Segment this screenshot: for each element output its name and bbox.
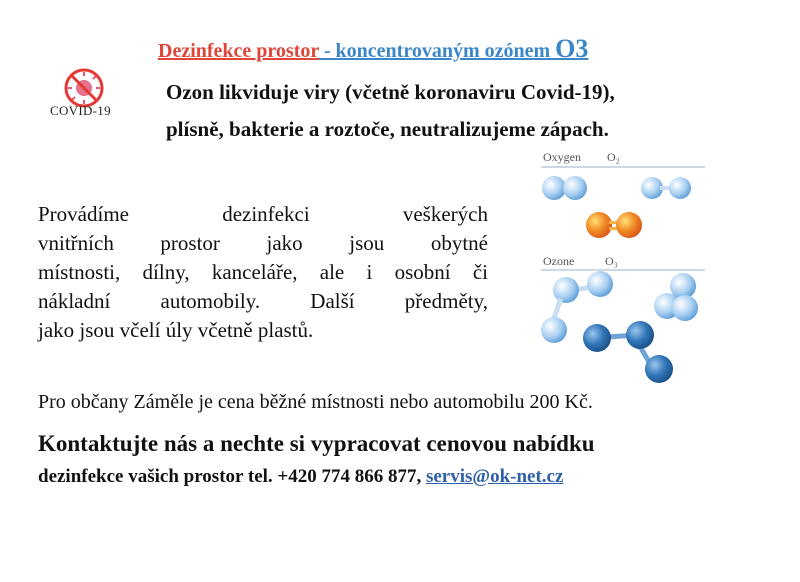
title-o3: O3 bbox=[555, 34, 589, 63]
service-description bbox=[38, 200, 488, 345]
description-line: vnitřních prostor jako jsou obytné bbox=[38, 231, 488, 255]
contact-line bbox=[38, 466, 563, 488]
description-line: místnosti, dílny, kanceláře, ale i osobní či bbox=[38, 260, 488, 284]
ozone-molecule-top bbox=[551, 271, 613, 320]
ozone-formula: O₃ bbox=[605, 254, 618, 268]
oxygen-ozone-molecules bbox=[535, 148, 715, 388]
ozone-molecule-left bbox=[541, 317, 567, 343]
description-line: jako jsou včelí úly včetně plastů. bbox=[38, 318, 314, 342]
ozone-label: Ozone bbox=[543, 254, 575, 268]
oxygen-molecule-orange bbox=[586, 212, 642, 238]
oxygen-formula: O₂ bbox=[607, 150, 620, 164]
oxygen-label: Oxygen bbox=[543, 150, 581, 164]
oxygen-molecule-right bbox=[641, 177, 691, 199]
contact-text: dezinfekce vašich prostor tel. +420 774 866 877, bbox=[38, 466, 426, 487]
description-line: nákladní automobily. Další předměty, bbox=[38, 289, 488, 313]
email-link[interactable]: servis@ok-net.cz bbox=[425, 466, 564, 487]
description-line: Provádíme dezinfekci veškerých bbox=[38, 202, 488, 226]
subtitle-line-2: plísně, bakterie a roztoče, neutralizujeme zápach. bbox=[166, 117, 609, 141]
subtitle-line-1: Ozon likviduje viry (včetně koronaviru Covid-19), bbox=[166, 80, 615, 104]
page-title bbox=[158, 34, 588, 64]
contact-heading: Kontaktujte nás a nechte si vypracovat cenovou nabídku bbox=[38, 431, 595, 456]
title-part-ozone bbox=[318, 34, 589, 63]
ozone-molecule-dark bbox=[583, 321, 673, 383]
covid-label: COVID-19 bbox=[50, 103, 111, 118]
oxygen-molecule-left bbox=[542, 176, 587, 200]
ozone-molecule-cluster bbox=[654, 273, 698, 321]
price-note: Pro občany Záměle je cena běžné místnosti nebo automobilu 200 Kč. bbox=[38, 391, 593, 413]
title-part-ozone-text: - koncentrovaným ozónem bbox=[318, 40, 556, 62]
title-part-disinfection: Dezinfekce prostor bbox=[158, 40, 319, 62]
molecule-diagram bbox=[535, 148, 715, 388]
